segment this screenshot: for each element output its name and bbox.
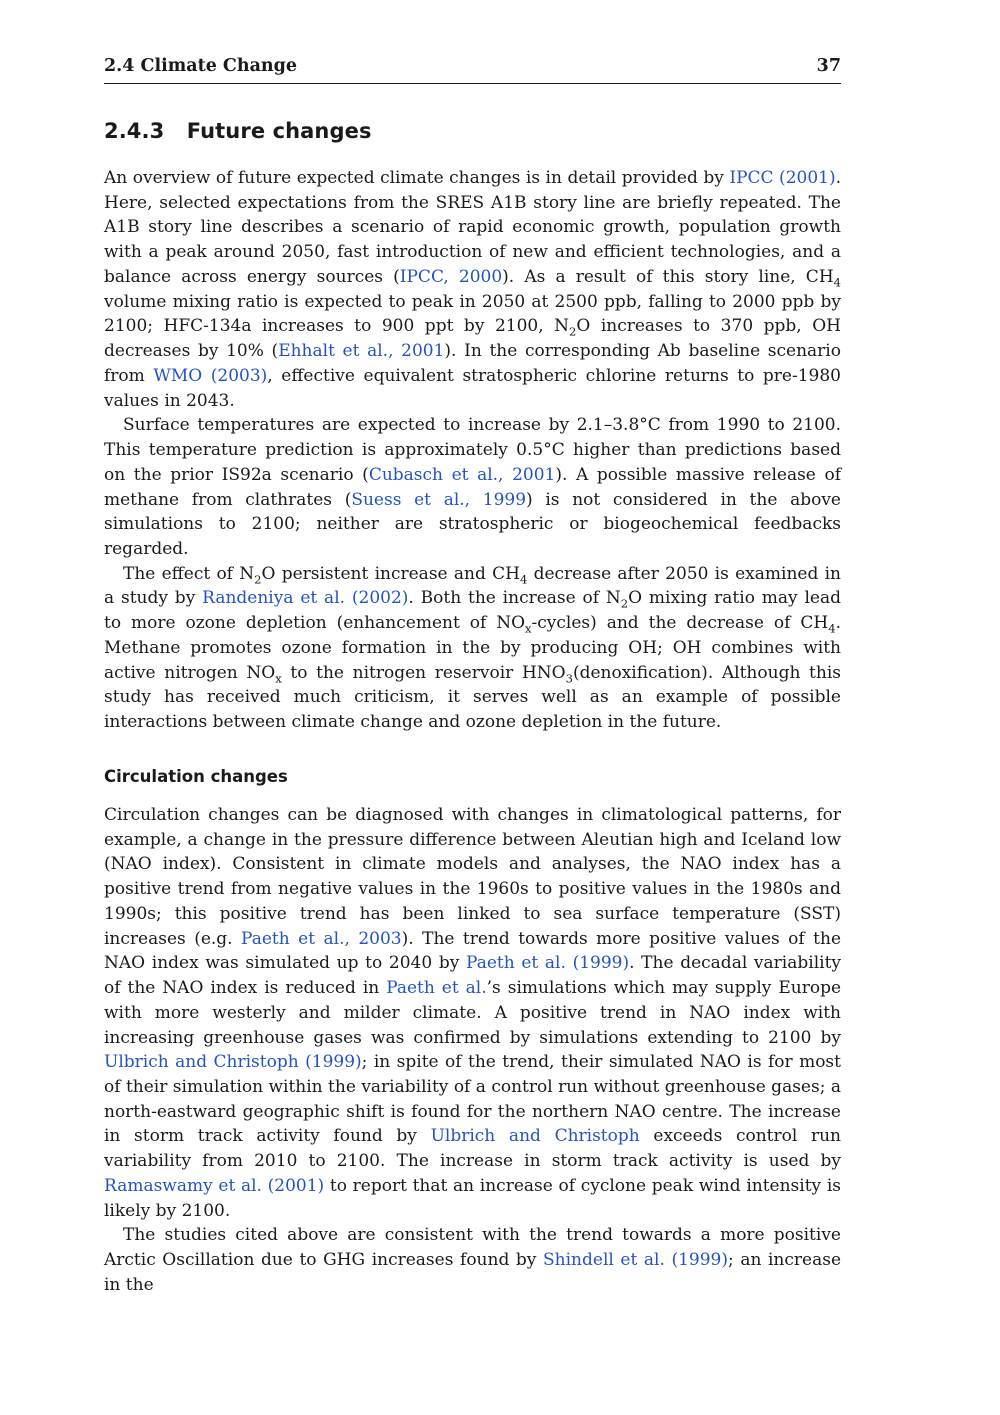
citation-link[interactable]: IPCC, 2000 [399, 266, 503, 287]
page-content [104, 0, 841, 1298]
citation-link[interactable]: Cubasch et al., 2001 [368, 464, 556, 485]
paragraph [104, 803, 841, 1223]
chemical-subscript: 4 [828, 621, 836, 636]
citation-link[interactable]: Ramaswamy et al. (2001) [104, 1175, 325, 1196]
text-run: ; an increase in the [104, 1250, 842, 1295]
chemical-subscript: 4 [833, 275, 842, 290]
citation-link[interactable]: Paeth et al. (1999) [466, 953, 630, 974]
page-number: 37 [816, 56, 841, 76]
citation-link[interactable]: Shindell et al. (1999) [543, 1250, 728, 1271]
chemical-subscript: 2 [254, 572, 262, 587]
text-run: , effective equivalent stratospheric chlorine returns to pre-1980 values in 2043. [104, 365, 841, 411]
text-run: to report that an increase of cyclone peak wind intensity is likely by 2100. [104, 1175, 841, 1221]
citation-link[interactable]: IPCC (2001) [729, 168, 836, 188]
citation-link[interactable]: Ulbrich and Christoph (1999) [104, 1052, 362, 1073]
text-run: Surface temperatures are expected to increase by 2.1–3.8°C from 1990 to 2100. This temperature prediction is approximately 0.5°C higher than predictions based on the prior IS92a scenario ( [104, 415, 841, 485]
chemical-subscript: 4 [519, 572, 528, 587]
citation-link[interactable]: Ehhalt et al., 2001 [278, 341, 445, 362]
citation-link[interactable]: Ulbrich and Christoph [430, 1126, 640, 1147]
text-run: volume mixing ratio is expected to peak in 2050 at 2500 ppb, falling to 2000 ppb by 2100; HFC-134a increases to 900 ppt by 2100, N [104, 291, 841, 337]
text-run: . Here, selected expectations from the SRES A1B story line are briefly repeated. The A1B story line describes a scenario of rapid economic growth, population growth with a peak around 2050, fast introduction of new and efficient technologies, and a balance across energy sources ( [104, 168, 841, 287]
citation-link[interactable]: Suess et al., 1999 [351, 489, 527, 510]
chemical-subscript: 2 [569, 324, 577, 339]
chemical-subscript: 2 [620, 596, 629, 611]
text-run: ) is not considered in the above simulations to 2100; neither are stratospheric or biogeochemical feedbacks regarded. [104, 489, 841, 560]
running-header [104, 56, 841, 84]
text-run: . The decadal variability of the NAO index is reduced in [104, 953, 842, 999]
text-run: O increases to 370 ppb, OH decreases by 10% ( [104, 316, 841, 362]
text-run: . Both the increase of N [408, 588, 621, 609]
text-run: ). As a result of this story line, CH [502, 266, 834, 287]
chemical-subscript: x [275, 671, 282, 686]
paragraph [104, 166, 841, 413]
paragraph [104, 413, 841, 561]
chemical-subscript: 3 [565, 671, 573, 686]
citation-link[interactable]: WMO (2003) [153, 365, 268, 386]
text-run: ; in spite of the trend, their simulated NAO is for most of their simulation within the variability of a control run without greenhouse gases; a north-eastward geographic shift is found for the northern NAO centre. The increase in storm track activity found by [104, 1052, 841, 1147]
content-blocks [104, 166, 841, 1298]
text-run: ). A possible massive release of methane from clathrates ( [104, 464, 841, 510]
section-number: 2.4.3 [104, 119, 165, 143]
text-run: Circulation changes can be diagnosed with changes in climatological patterns, for example, a change in the pressure difference between Aleutian high and Iceland low (NAO index). Consistent in climate models and analyses, the NAO index has a positive trend from negative values in the 1960s to positive values in the 1980s and 1990s; this positive trend has been linked to sea surface temperature (SST) increases (e.g. [104, 804, 841, 949]
text-run: The studies cited above are consistent with the trend towards a more positive Arctic Oscillation due to GHG increases found by [104, 1225, 841, 1271]
text-run: ). In the corresponding Ab baseline scenario from [104, 341, 841, 386]
citation-link[interactable]: Paeth et al., 2003 [241, 928, 402, 949]
text-run: decrease after 2050 is examined in a study by [104, 563, 842, 609]
text-run: to the nitrogen reservoir HNO [281, 662, 566, 683]
section-heading [104, 119, 841, 143]
text-run: ’s simulations which may supply Europe with more westerly and milder climate. A positive trend in NAO index with increasing greenhouse gases was confirmed by simulations extending to 2100 by [104, 978, 842, 1048]
subsection-heading: Circulation changes [104, 766, 288, 786]
text-run: . Methane promotes ozone formation in the by producing OH; OH combines with active nitrogen NO [104, 613, 841, 683]
citation-link[interactable]: Paeth et al. [386, 978, 487, 999]
text-run: exceeds control run variability from 2010 to 2100. The increase in storm track activity is used by [104, 1126, 841, 1172]
citation-link[interactable]: Randeniya et al. (2002) [202, 588, 409, 609]
paragraph [104, 1223, 841, 1297]
text-run: -cycles) and the decrease of CH [531, 613, 829, 634]
text-run: The effect of N [123, 563, 255, 584]
text-run: An overview of future expected climate changes is in detail provided by [104, 168, 730, 188]
running-header-title: 2.4 Climate Change [104, 56, 298, 76]
text-run: O persistent increase and CH [261, 563, 520, 584]
text-run: O mixing ratio may lead to more ozone depletion (enhancement of NO [104, 588, 841, 634]
text-run: ). The trend towards more positive values of the NAO index was simulated up to 2040 by [104, 928, 842, 974]
chemical-subscript: x [525, 621, 532, 636]
text-run: (denoxification). Although this study has received much criticism, it serves well as an example of possible interactions between climate change and ozone depletion in the future. [104, 662, 842, 733]
paragraph [104, 562, 841, 735]
section-title: Future changes [186, 119, 372, 143]
